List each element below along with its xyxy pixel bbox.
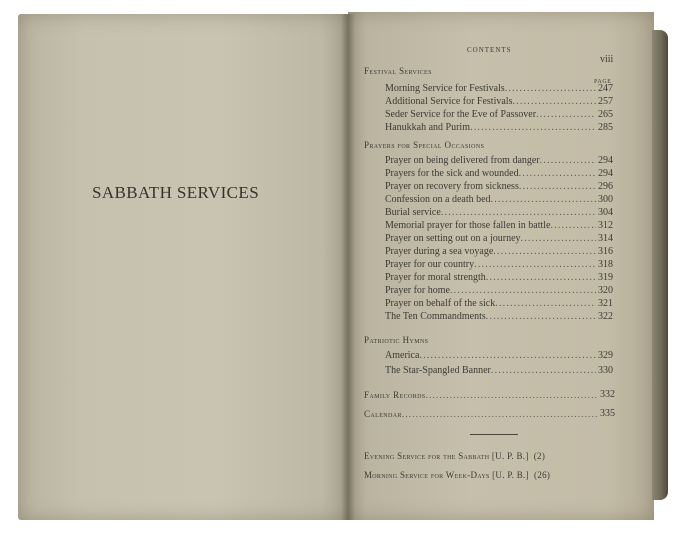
leader-dots: [419, 350, 596, 362]
left-page: [18, 14, 348, 520]
toc-entry: [385, 181, 613, 193]
entry-title: Prayer for moral strength: [385, 272, 486, 283]
entry-title: Prayer on behalf of the sick: [385, 298, 496, 309]
leader-dots: [486, 311, 596, 323]
entry-title: Prayer on setting out on a journey: [385, 233, 521, 244]
category-special-prayers: Prayers for Special Occasions: [364, 140, 485, 150]
toc-entry: [385, 285, 613, 297]
entry-title: Burial service: [385, 207, 441, 218]
entry-page: 257: [598, 96, 613, 107]
entry-page: 294: [598, 168, 613, 179]
leader-dots: [521, 233, 596, 245]
toc-calendar: [364, 408, 615, 420]
entry-title: Prayers for the sick and wounded: [385, 168, 519, 179]
leader-dots: [493, 246, 596, 258]
leader-dots: [426, 389, 598, 401]
toc-entry: [385, 259, 613, 271]
entry-page: 335: [600, 408, 615, 419]
leader-dots: [519, 168, 596, 180]
entry-page: 318: [598, 259, 613, 270]
entry-title: Seder Service for the Eve of Passover: [385, 109, 537, 120]
entry-page: 322: [598, 311, 613, 322]
footer-entry: [364, 470, 622, 480]
entry-title: The Star-Spangled Banner: [385, 365, 491, 376]
leader-dots: [402, 408, 598, 420]
leader-dots: [551, 220, 597, 232]
divider-rule: [470, 434, 518, 435]
toc-entry: [385, 350, 613, 362]
entry-page: 285: [598, 122, 613, 133]
toc-entry: [385, 155, 613, 167]
entry-page: 312: [598, 220, 613, 231]
entry-title: Hanukkah and Purim: [385, 122, 470, 133]
toc-entry: [385, 298, 613, 310]
toc-entry: [385, 207, 613, 219]
toc-entry: [385, 311, 613, 323]
page-column-label: PAGE: [594, 79, 612, 85]
leader-dots: [491, 194, 596, 206]
category-patriotic-hymns: Patriotic Hymns: [364, 335, 429, 345]
toc-entry: [385, 246, 613, 258]
book-spine: [341, 14, 355, 520]
page-number: viii: [600, 54, 614, 65]
entry-title: Calendar: [364, 409, 402, 419]
leader-dots: [519, 181, 596, 193]
leader-dots: [540, 155, 596, 167]
entry-page: 304: [598, 207, 613, 218]
entry-page: 294: [598, 155, 613, 166]
entry-page: 296: [598, 181, 613, 192]
entry-title: Confession on a death bed: [385, 194, 491, 205]
leader-dots: [486, 272, 596, 284]
entry-page: 332: [600, 389, 615, 400]
entry-title: Prayer for our country: [385, 259, 475, 270]
section-title: SABBATH SERVICES: [92, 183, 260, 202]
toc-entry: [385, 83, 613, 95]
leader-dots: [536, 109, 596, 121]
entry-title: The Ten Commandments: [385, 311, 486, 322]
entry-page: 319: [598, 272, 613, 283]
toc-entry: [385, 233, 613, 245]
entry-page: 300: [598, 194, 613, 205]
contents-header: CONTENTS: [467, 46, 512, 54]
entry-title: Prayer for home: [385, 285, 450, 296]
entry-page: 321: [598, 298, 613, 309]
entry-page: (26): [534, 470, 551, 480]
entry-title: Morning Service for Festivals: [385, 83, 505, 94]
leader-dots: [495, 298, 596, 310]
leader-dots: [491, 365, 596, 377]
entry-title: Prayer on being delivered from danger: [385, 155, 540, 166]
toc-entry: [385, 220, 613, 232]
entry-title: Additional Service for Festivals: [385, 96, 513, 107]
leader-dots: [505, 83, 596, 95]
toc-entry: [385, 272, 613, 284]
entry-title: Morning Service for Week-Days [U. P. B.]: [364, 470, 529, 480]
toc-entry: [385, 122, 613, 134]
entry-page: 314: [598, 233, 613, 244]
book-cover-edge: [652, 30, 668, 500]
toc-entry: [385, 168, 613, 180]
entry-title: Memorial prayer for those fallen in battle: [385, 220, 551, 231]
toc-entry: [385, 194, 613, 206]
toc-entry: [385, 365, 613, 377]
entry-title: Prayer during a sea voyage: [385, 246, 494, 257]
toc-entry: [385, 96, 613, 108]
entry-page: 320: [598, 285, 613, 296]
toc-family-records: [364, 389, 615, 401]
leader-dots: [474, 259, 596, 271]
entry-title: Family Records: [364, 390, 426, 400]
entry-page: 247: [598, 83, 613, 94]
leader-dots: [450, 285, 596, 297]
leader-dots: [441, 207, 596, 219]
leader-dots: [512, 96, 596, 108]
category-festival-services: Festival Services: [364, 66, 432, 76]
entry-title: America: [385, 350, 420, 361]
leader-dots: [470, 122, 596, 134]
entry-page: 329: [598, 350, 613, 361]
entry-page: (2): [533, 451, 546, 461]
entry-page: 330: [598, 365, 613, 376]
entry-title: Prayer on recovery from sickness: [385, 181, 519, 192]
entry-title: Evening Service for the Sabbath [U. P. B.]: [364, 451, 529, 461]
entry-page: 316: [598, 246, 613, 257]
footer-entry: [364, 451, 622, 461]
toc-entry: [385, 109, 613, 121]
entry-page: 265: [598, 109, 613, 120]
